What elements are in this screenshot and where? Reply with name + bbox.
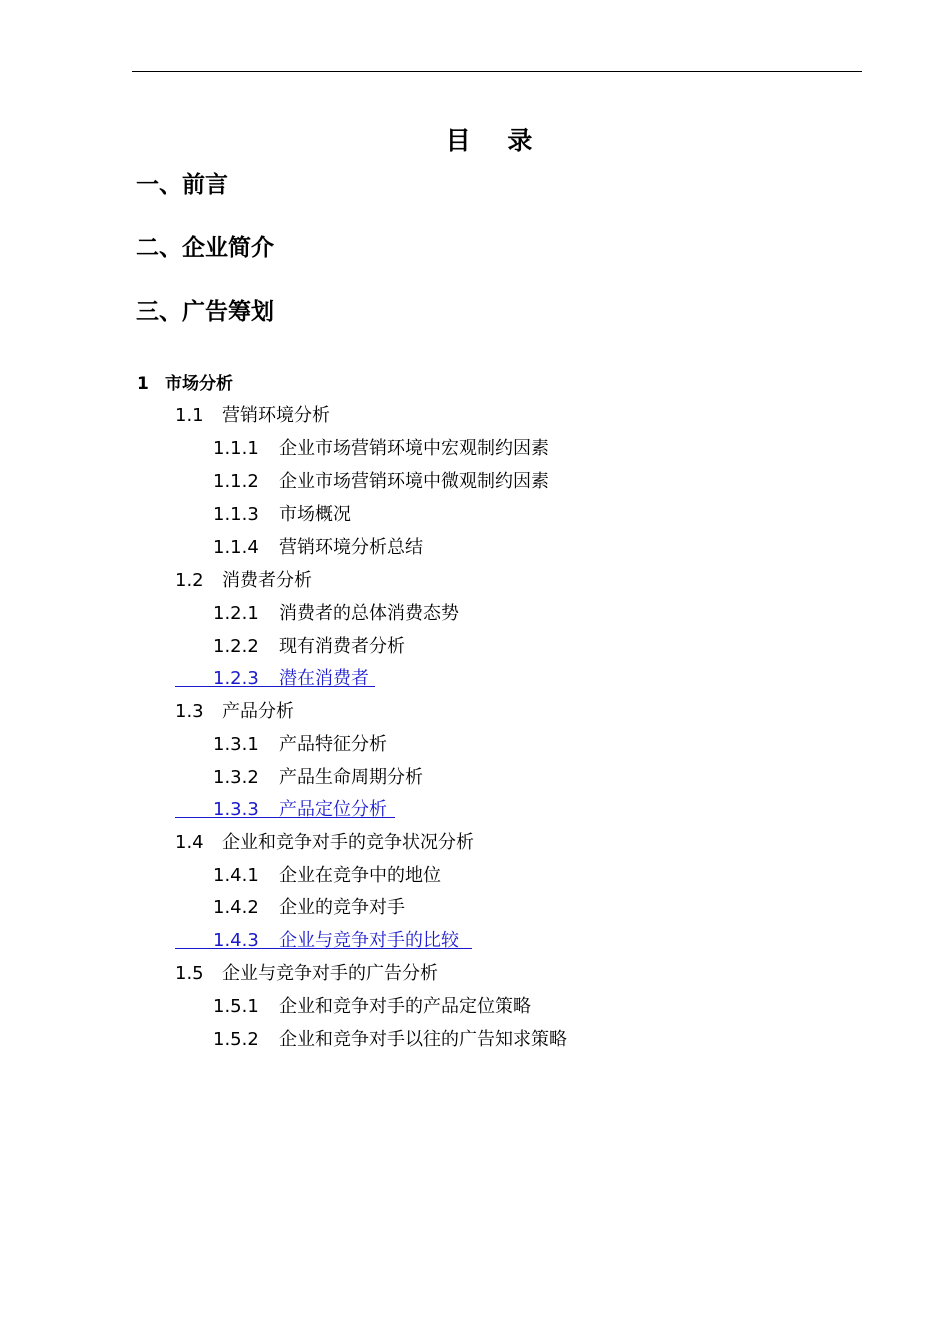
- toc-entry-number: 1.2: [175, 570, 204, 591]
- toc-entry-title: 企业和竞争对手以往的广告知求策略: [279, 1029, 567, 1050]
- toc-title: 目 录: [445, 126, 547, 155]
- toc-entry-1-1-2[interactable]: [213, 467, 549, 493]
- toc-entry-number: 1.5.1: [213, 996, 259, 1017]
- link-underline: [175, 948, 472, 949]
- toc-entry-1-5-1[interactable]: [213, 992, 531, 1018]
- toc-entry-1-5[interactable]: [175, 959, 438, 985]
- link-underline: [175, 686, 375, 687]
- toc-entry-title: 消费者的总体消费态势: [279, 603, 459, 624]
- toc-entry-title: 企业与竞争对手的广告分析: [222, 963, 438, 984]
- toc-entry-number: 1.3.2: [213, 767, 259, 788]
- toc-entry-title: 营销环境分析总结: [279, 537, 423, 558]
- toc-chapter-number: 1: [137, 374, 149, 394]
- toc-entry-1-2-1[interactable]: [213, 599, 459, 625]
- toc-entry-number: 1.5.2: [213, 1029, 259, 1050]
- toc-entry-title: 消费者分析: [222, 570, 312, 591]
- toc-entry-number: 1.1.2: [213, 471, 259, 492]
- toc-entry-1-3[interactable]: [175, 697, 294, 723]
- toc-chapter-title: 市场分析: [165, 374, 233, 394]
- toc-entry-title: 产品生命周期分析: [279, 767, 423, 788]
- toc-entry-number: 1.2.2: [213, 636, 259, 657]
- toc-entry-1-4[interactable]: [175, 828, 474, 854]
- toc-entry-title: 企业和竞争对手的产品定位策略: [279, 996, 531, 1017]
- toc-entry-number: 1.2.1: [213, 603, 259, 624]
- toc-entry-number: 1.3: [175, 701, 204, 722]
- link-underline: [175, 817, 395, 818]
- toc-entry-1-4-2[interactable]: [213, 893, 405, 919]
- toc-entry-title: 产品特征分析: [279, 734, 387, 755]
- toc-entry-number: 1.4.3: [213, 930, 259, 951]
- toc-entry-number: 1.1.3: [213, 504, 259, 525]
- toc-entry-1-1-4[interactable]: [213, 533, 423, 559]
- toc-entry-1-3-2[interactable]: [213, 763, 423, 789]
- toc-entry-number: 1.2.3: [213, 668, 259, 689]
- toc-entry-title: 市场概况: [279, 504, 351, 525]
- toc-entry-number: 1.1.1: [213, 438, 259, 459]
- toc-entry-title: 现有消费者分析: [279, 636, 405, 657]
- section-company-intro[interactable]: 二、企业简介: [136, 235, 274, 261]
- toc-entry-1-1-1[interactable]: [213, 434, 549, 460]
- toc-entry-1-2-2[interactable]: [213, 632, 405, 658]
- toc-entry-title: 企业与竞争对手的比较: [279, 930, 459, 951]
- toc-entry-title: 潜在消费者: [279, 668, 369, 689]
- toc-entry-number: 1.1.4: [213, 537, 259, 558]
- toc-entry-number: 1.3.3: [213, 799, 259, 820]
- toc-entry-1-2[interactable]: [175, 566, 312, 592]
- toc-entry-number: 1.4.2: [213, 897, 259, 918]
- toc-entry-1-5-2[interactable]: [213, 1025, 567, 1051]
- toc-entry-1-1-3[interactable]: [213, 500, 351, 526]
- toc-entry-number: 1.1: [175, 405, 204, 426]
- toc-entry-number: 1.3.1: [213, 734, 259, 755]
- toc-entry-1-4-1[interactable]: [213, 861, 441, 887]
- toc-entry-title: 企业市场营销环境中微观制约因素: [279, 471, 549, 492]
- toc-entry-title: 企业和竞争对手的竞争状况分析: [222, 832, 474, 853]
- section-preface[interactable]: 一、前言: [136, 172, 228, 198]
- toc-entry-title: 企业在竞争中的地位: [279, 865, 441, 886]
- toc-entry-number: 1.5: [175, 963, 204, 984]
- toc-entry-title: 企业市场营销环境中宏观制约因素: [279, 438, 549, 459]
- toc-entry-title: 产品分析: [222, 701, 294, 722]
- toc-entry-1-1[interactable]: [175, 401, 330, 427]
- toc-entry-1-3-1[interactable]: [213, 730, 387, 756]
- section-ad-planning[interactable]: 三、广告筹划: [136, 299, 274, 325]
- toc-entry-number: 1.4: [175, 832, 204, 853]
- toc-entry-title: 产品定位分析: [279, 799, 387, 820]
- toc-entry-title: 企业的竞争对手: [279, 897, 405, 918]
- header-rule: [132, 71, 862, 72]
- toc-entry-number: 1.4.1: [213, 865, 259, 886]
- toc-entry-title: 营销环境分析: [222, 405, 330, 426]
- toc-chapter-1[interactable]: [137, 369, 233, 394]
